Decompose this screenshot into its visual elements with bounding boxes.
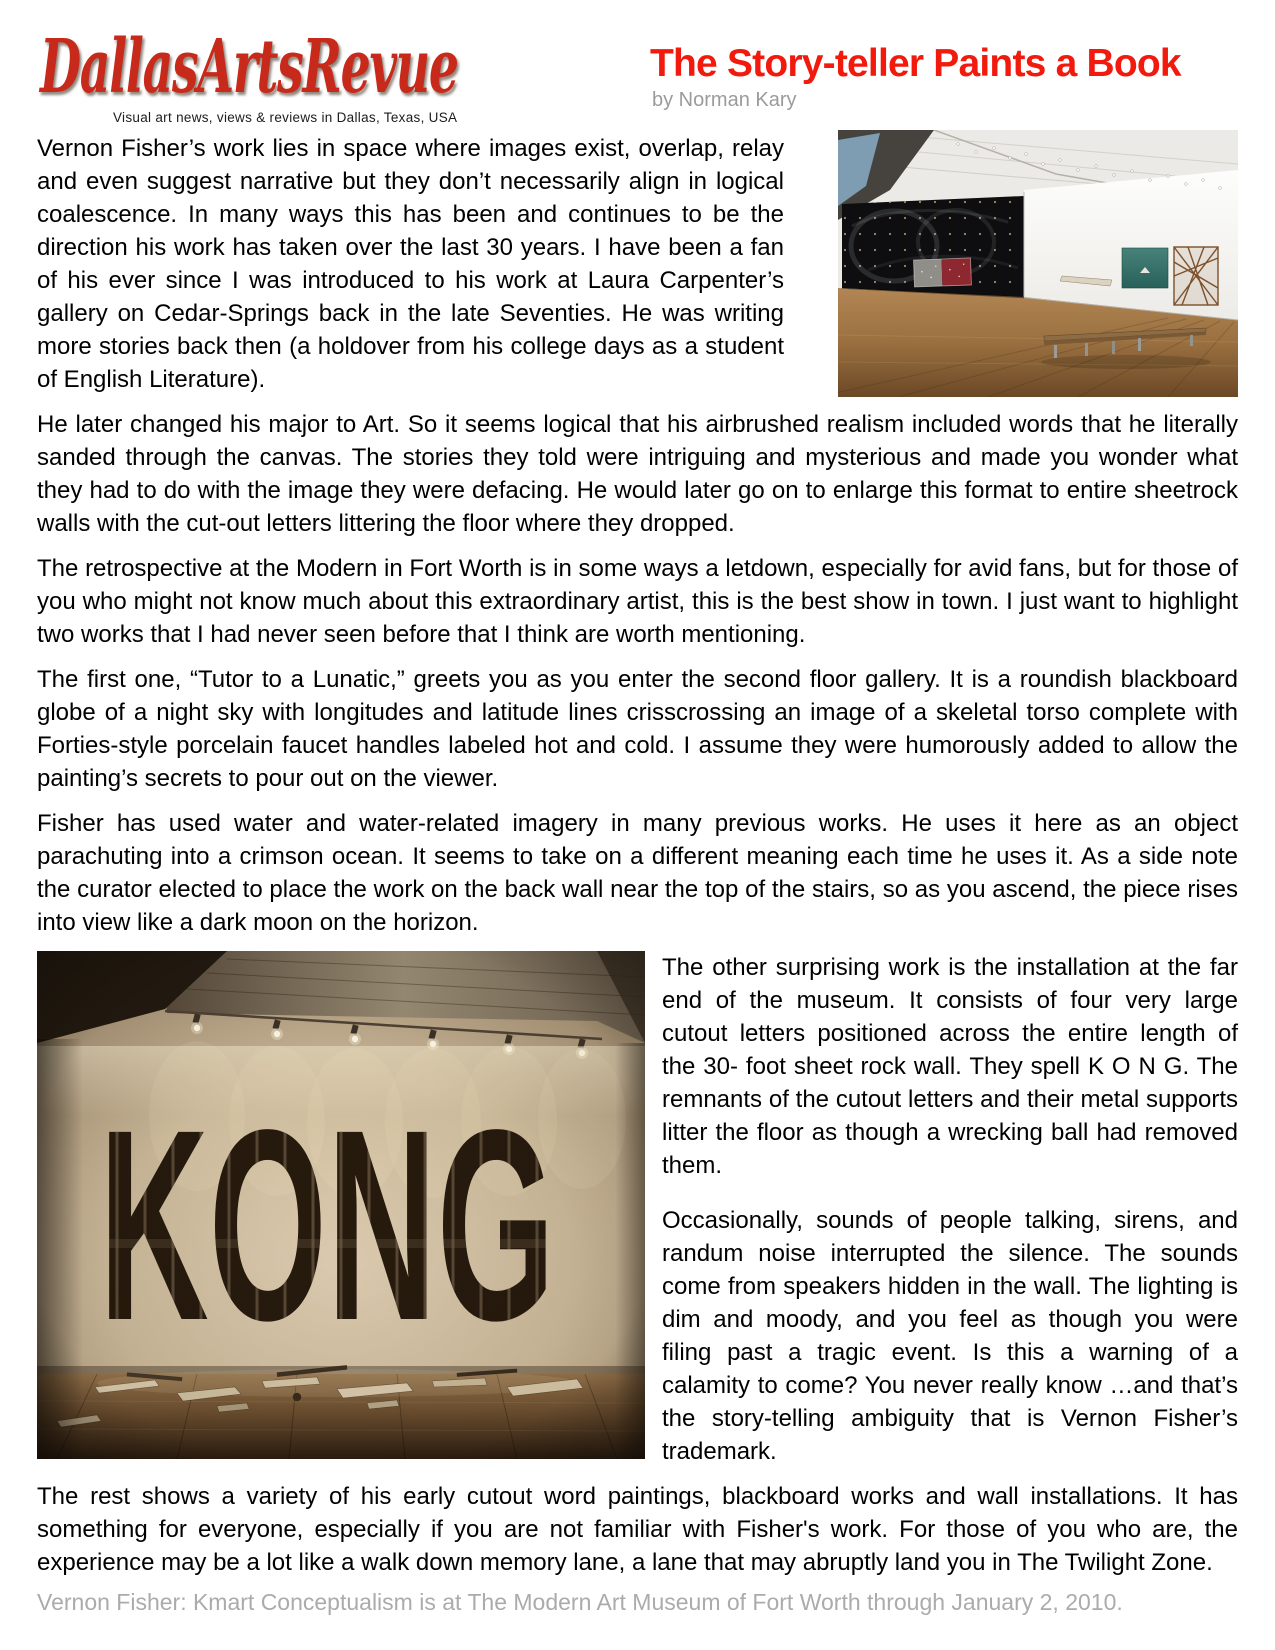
kong-section xyxy=(37,951,1238,1480)
paragraph: Occasionally, sounds of people talking, sirens, and randum noise interrupted the silence. The sounds come from speakers hidden in the wall. The lighting is dim and moody, and you feel as though you were filing past a tragic event. Is this a warning of a calamity to come? You never really know …and that’s the story-telling ambiguity that is Vernon Fisher’s trademark. xyxy=(662,1207,1238,1465)
closing-note: Vernon Fisher: Kmart Conceptualism is at The Modern Art Museum of Fort Worth through January 2, 2010. xyxy=(37,1589,1123,1615)
paragraph: The other surprising work is the installation at the far end of the museum. It consists of four very large cutout letters positioned across the entire length of the 30- foot sheet rock wall. They spell K O N G. The remnants of the cutout letters and their metal supports litter the floor as though a wrecking ball had removed them. xyxy=(662,954,1238,1179)
paragraph: Fisher has used water and water-related imagery in many previous works. He uses it here as an object parachuting into a crimson ocean. It seems to take on a different meaning each time he uses it. As a side note the curator elected to place the work on the back wall near the top of the stairs, so as you ascend, the piece rises into view like a dark moon on the horizon. xyxy=(37,810,1238,936)
intro-section xyxy=(37,132,1238,408)
kong-photo xyxy=(37,951,645,1459)
site-tagline: Visual art news, views & reviews in Dallas, Texas, USA xyxy=(113,110,458,125)
paragraph: The retrospective at the Modern in Fort Worth is in some ways a letdown, especially for avid fans, but for those of you who might not know much about this extraordinary artist, this is the best show in town. I just want to highlight two works that I had never seen before that I think are worth mentioning. xyxy=(37,555,1238,648)
paragraph: He later changed his major to Art. So it seems logical that his airbrushed realism included words that he literally sanded through the canvas. The stories they told were intriguing and mysterious and made you wonder what they had to do with the image they were defacing. He would later go on to enlarge this format to entire sheetrock walls with the cut-out letters littering the floor where they dropped. xyxy=(37,411,1238,537)
gallery-photo-illustration xyxy=(838,130,1238,397)
blackboard-wall-painting xyxy=(842,196,1024,298)
red-gray-rectangle xyxy=(914,258,972,287)
page-header xyxy=(0,0,1275,132)
site-logo[interactable]: DallasArtsRevue xyxy=(40,24,458,110)
masthead xyxy=(40,24,693,125)
kong-side-text xyxy=(662,951,1238,1480)
article-title: The Story-teller Paints a Book xyxy=(650,42,1181,85)
paragraph: The first one, “Tutor to a Lunatic,” greets you as you enter the second floor gallery. It is a roundish blackboard globe of a night sky with longitudes and latitude lines crisscrossing an image of a skeletal torso complete with Forties-style porcelain faucet handles labeled hot and cold. I assume they were humorously added to allow the painting’s secrets to pour out on the viewer. xyxy=(37,666,1238,792)
lattice-sculpture xyxy=(1174,247,1218,305)
article-byline: by Norman Kary xyxy=(652,88,797,111)
article-body xyxy=(0,132,1275,1579)
gallery-photo xyxy=(838,130,1238,397)
title-block xyxy=(650,44,1240,112)
paragraph: Vernon Fisher’s work lies in space where images exist, overlap, relay and even suggest narrative but they don’t necessarily align in logical coalescence. In many ways this has been and continues to be the direction his work has taken over the last 30 years. I have been a fan of his ever since I was introduced to his work at Laura Carpenter’s gallery on Cedar-Springs back in the late Seventies. He was writing more stories back then (a holdover from his college days as a student of English Literature). xyxy=(37,135,784,393)
paragraph: The rest shows a variety of his early cutout word paintings, blackboard works and wall installations. It has something for everyone, especially if you are not familiar with Fisher's work. For those of you who are, the experience may be a lot like a walk down memory lane, a lane that may abruptly land you in The Twilight Zone. xyxy=(37,1483,1238,1576)
seascape-painting xyxy=(1122,248,1168,288)
kong-photo-illustration xyxy=(37,951,645,1459)
